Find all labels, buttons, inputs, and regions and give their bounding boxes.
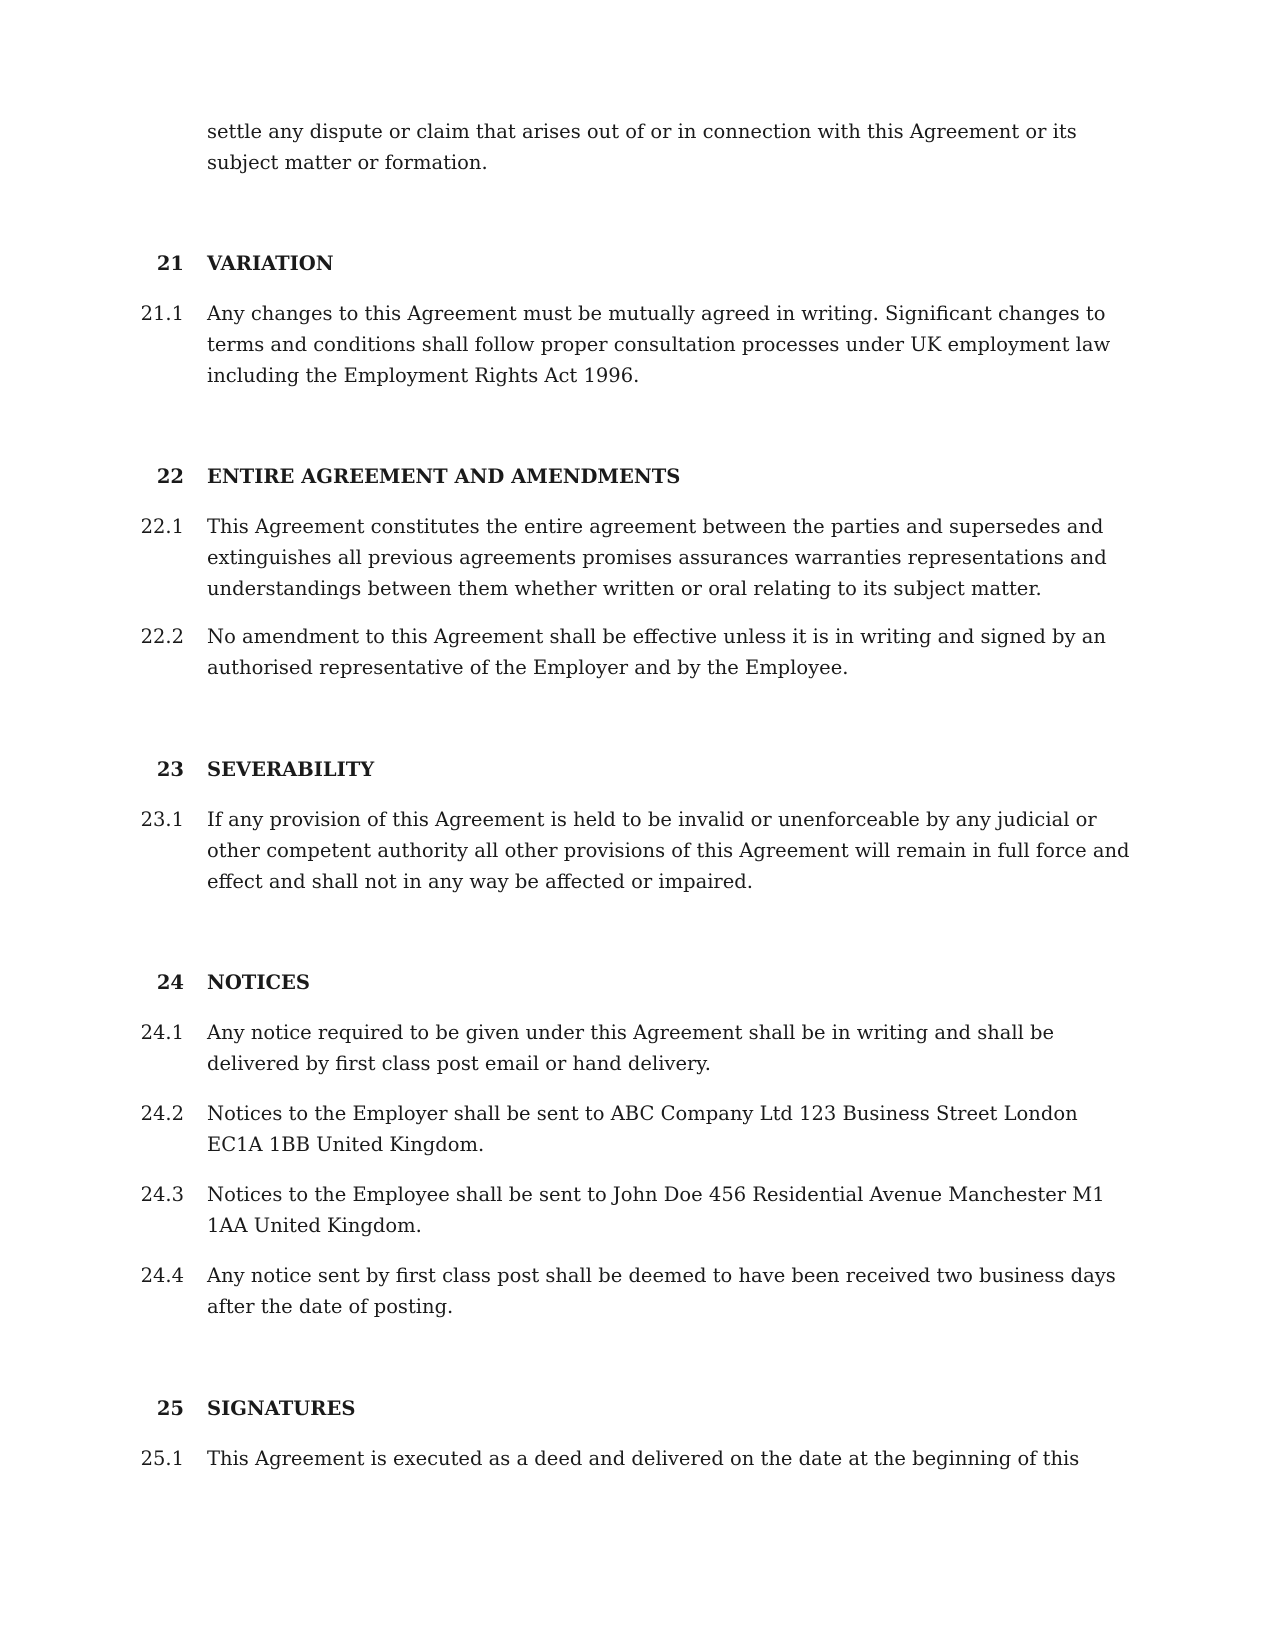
- section-title: ENTIRE AGREEMENT AND AMENDMENTS: [207, 465, 681, 488]
- section-title: NOTICES: [207, 971, 310, 994]
- clause-number: 24.3: [140, 1183, 184, 1206]
- clause-number: 22.1: [140, 515, 184, 538]
- section-title: VARIATION: [207, 252, 334, 275]
- clause-text: This Agreement constitutes the entire agreement between the parties and supersedes and extinguishes all previous agreements promises assurances warranties representations and understandings between them whether written or oral relating to its subject matter.: [207, 515, 1107, 600]
- clause-number: 23.1: [140, 808, 184, 831]
- clause-text: Notices to the Employee shall be sent to John Doe 456 Residential Avenue Manchester M1 1AA United Kingdom.: [207, 1183, 1105, 1237]
- section-number: 24: [156, 971, 184, 994]
- section-number: 23: [156, 758, 184, 781]
- section-number: 21: [156, 252, 184, 275]
- clause-text: This Agreement is executed as a deed and delivered on the date at the beginning of this: [207, 1447, 1080, 1470]
- section-title: SEVERABILITY: [207, 758, 375, 781]
- clause-number: 24.1: [140, 1021, 184, 1044]
- clause-text: Any notice sent by first class post shall be deemed to have been received two business days after the date of posting.: [207, 1264, 1116, 1318]
- clause-number: 24.2: [140, 1102, 184, 1125]
- clause-number: 21.1: [140, 302, 184, 325]
- clause-text: Notices to the Employer shall be sent to ABC Company Ltd 123 Business Street London EC1A 1BB United Kingdom.: [207, 1102, 1078, 1156]
- section-title: SIGNATURES: [207, 1397, 356, 1420]
- clause-number: 24.4: [140, 1264, 184, 1287]
- continuation-paragraph: settle any dispute or claim that arises out of or in connection with this Agreement or its subject matter or formation.: [207, 120, 1077, 174]
- clause-number: 25.1: [140, 1447, 184, 1470]
- section-number: 25: [156, 1397, 184, 1420]
- clause-text: No amendment to this Agreement shall be effective unless it is in writing and signed by an authorised representative of the Employer and by the Employee.: [207, 625, 1106, 679]
- clause-number: 22.2: [140, 625, 184, 648]
- section-number: 22: [156, 465, 184, 488]
- clause-text: If any provision of this Agreement is held to be invalid or unenforceable by any judicial or other competent authority all other provisions of this Agreement will remain in full force and effect and shall not in any way be affected or impaired.: [207, 808, 1130, 893]
- clause-text: Any notice required to be given under this Agreement shall be in writing and shall be delivered by first class post email or hand delivery.: [207, 1021, 1055, 1075]
- clause-text: Any changes to this Agreement must be mutually agreed in writing. Significant changes to terms and conditions shall follow proper consultation processes under UK employment law including the Employment Rights Act 1996.: [207, 302, 1111, 387]
